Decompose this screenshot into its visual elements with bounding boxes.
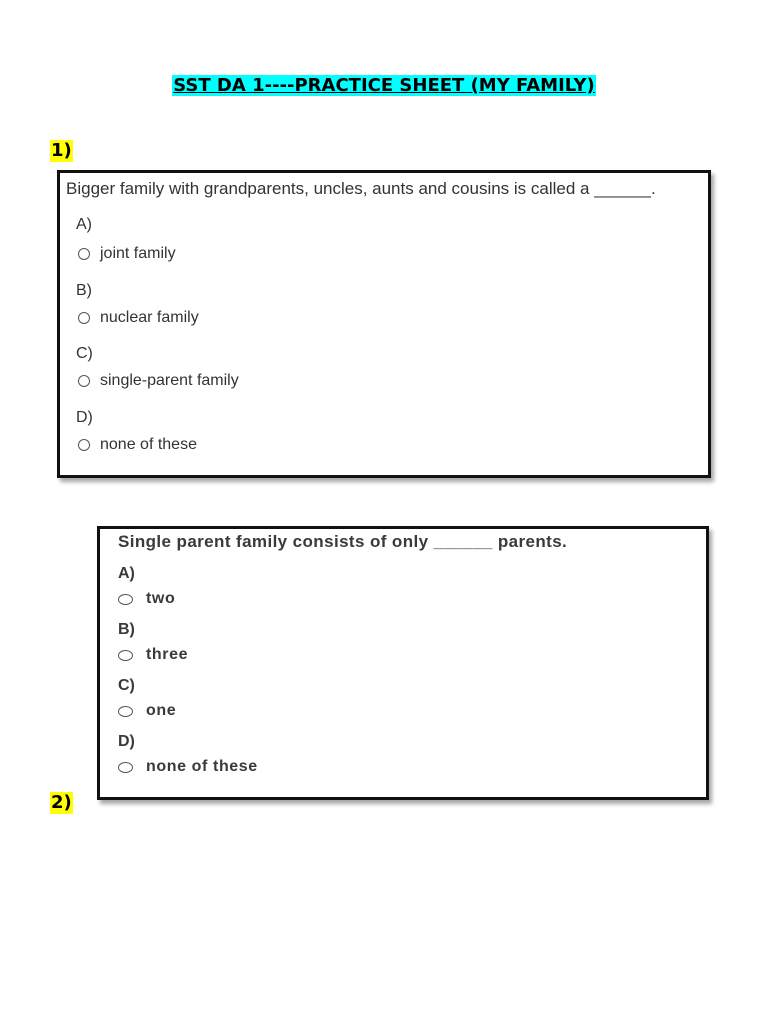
option-letter: B)	[118, 621, 135, 638]
option-label: nuclear family	[100, 309, 199, 326]
radio-button-icon[interactable]	[118, 706, 133, 717]
option-b[interactable]	[78, 309, 199, 327]
radio-button-icon[interactable]	[78, 439, 90, 451]
option-d[interactable]	[78, 436, 197, 454]
option-letter: D)	[76, 409, 93, 426]
option-c[interactable]	[78, 372, 239, 390]
question-card	[57, 170, 711, 478]
page-title-text: SST DA 1----PRACTICE SHEET (MY FAMILY)	[173, 75, 595, 96]
page-title	[0, 74, 768, 98]
option-label: joint family	[100, 245, 176, 262]
radio-button-icon[interactable]	[118, 594, 133, 605]
radio-button-icon[interactable]	[118, 762, 133, 773]
option-letter: B)	[76, 282, 92, 299]
radio-button-icon[interactable]	[78, 375, 90, 387]
option-label: one	[146, 702, 177, 719]
option-letter: A)	[76, 216, 92, 233]
radio-button-icon[interactable]	[78, 248, 90, 260]
question-number: 2)	[51, 792, 72, 813]
option-c[interactable]	[118, 702, 176, 720]
option-a[interactable]	[78, 245, 176, 263]
option-a[interactable]	[118, 590, 175, 608]
question-card	[97, 526, 709, 800]
question-text: Bigger family with grandparents, uncles, aunts and cousins is called a ______.	[66, 179, 656, 198]
radio-button-icon[interactable]	[118, 650, 133, 661]
option-label: none of these	[100, 436, 197, 453]
question-text: Single parent family consists of only ______ parents.	[118, 532, 568, 551]
question-number: 1)	[51, 140, 72, 161]
option-label: none of these	[146, 758, 258, 775]
option-label: three	[146, 646, 189, 663]
option-letter: C)	[118, 677, 135, 694]
option-d[interactable]	[118, 758, 258, 776]
option-letter: A)	[118, 565, 135, 582]
option-letter: C)	[76, 345, 93, 362]
option-label: two	[146, 590, 176, 607]
radio-button-icon[interactable]	[78, 312, 90, 324]
option-b[interactable]	[118, 646, 188, 664]
option-letter: D)	[118, 733, 135, 750]
option-label: single-parent family	[100, 372, 239, 389]
